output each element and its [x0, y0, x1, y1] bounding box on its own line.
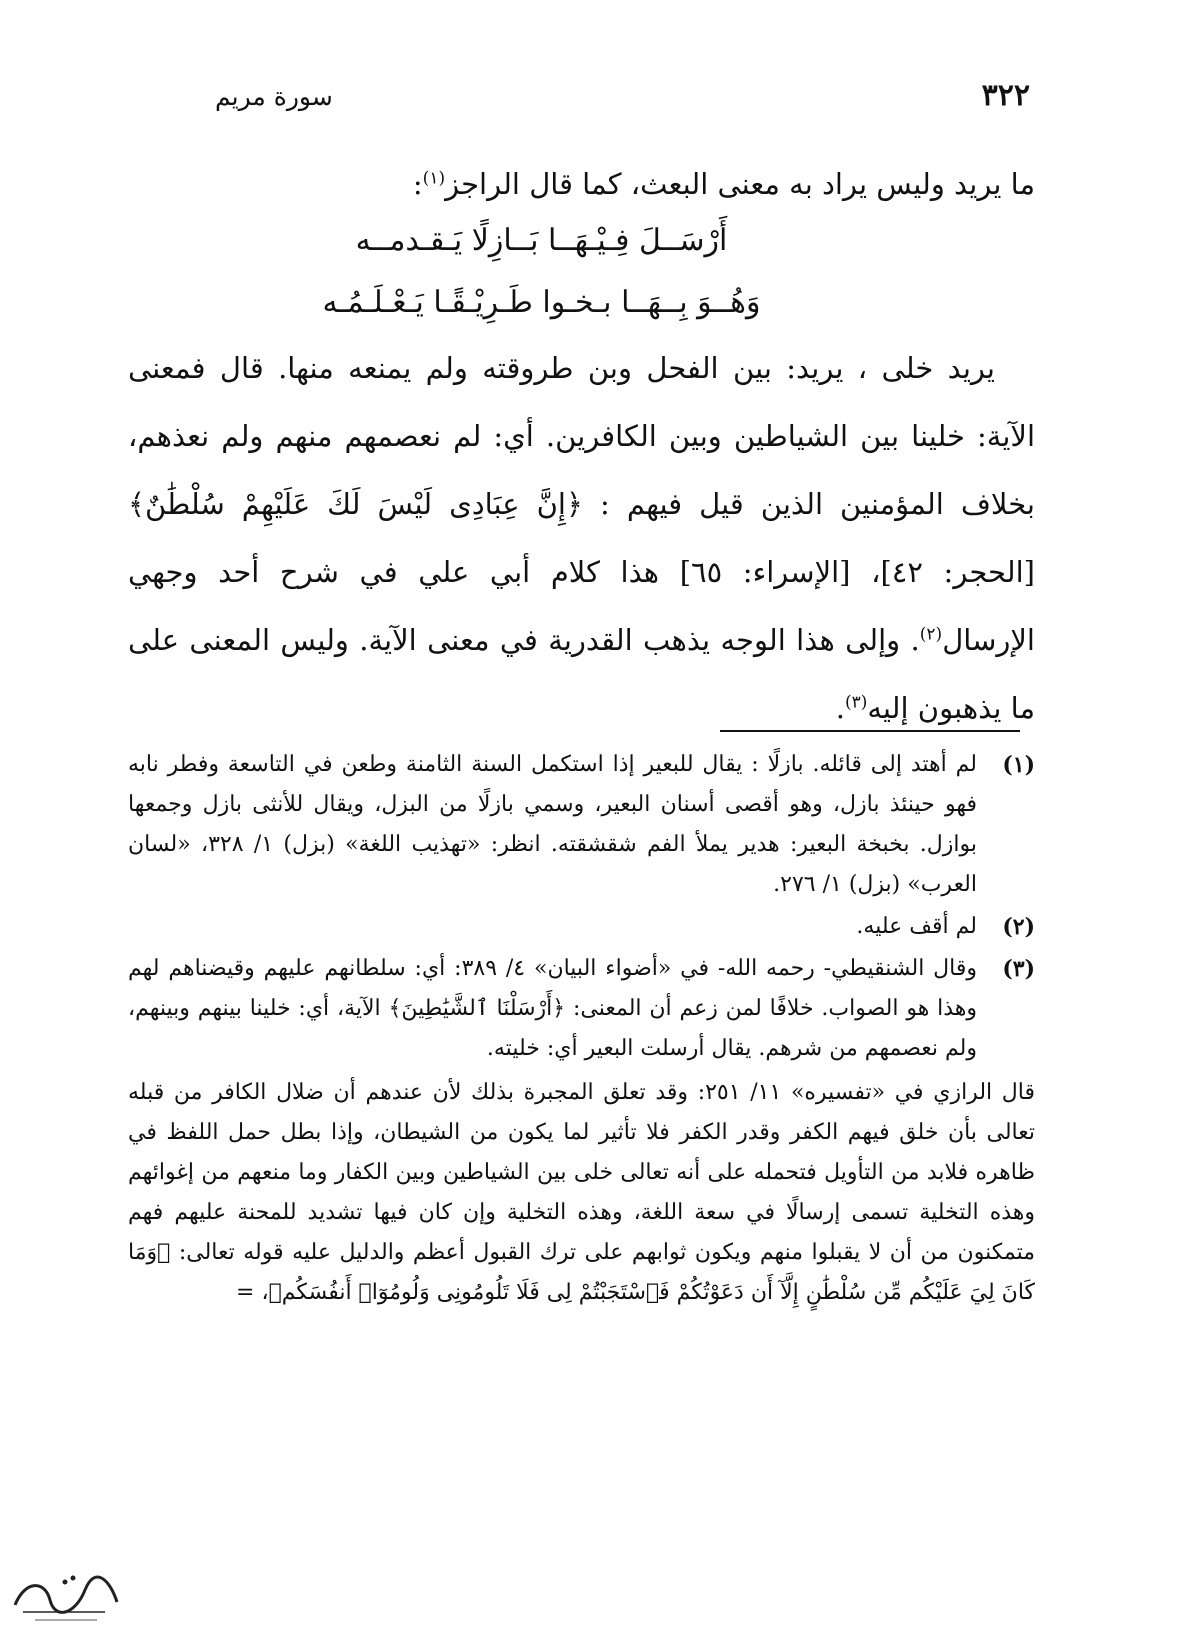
footnote-separator	[720, 730, 1020, 732]
footnote-number: (٢)	[1002, 914, 1035, 940]
quran-quote: ﴿إِنَّ عِبَادِى لَيْسَ لَكَ عَلَيْهِمْ سُلْطَٰنٌ﴾	[128, 487, 583, 521]
paragraph-text-b: [الحجر: ٤٢]، [الإسراء: ٦٥] هذا كلام أبي علي في شرح أحد وجهي الإرسال	[128, 555, 1035, 657]
continuation-text-b: ، =	[236, 1280, 269, 1305]
footnote-1	[128, 745, 1035, 905]
footnote-text	[128, 949, 977, 1069]
quran-quote: ﴿أَرْسَلْنَا ٱلشَّيَٰطِينَ﴾	[388, 996, 566, 1021]
running-title: سورة مريم	[215, 82, 333, 111]
paragraph-text-a: يريد خلى ، يريد: بين الفحل وبن طروقته ولم يمنعه منها. قال فمعنى الآية: خلينا بين الشياطين وبين الكافرين. أي: لم نعصمهم منهم ولم نعذهم، بخلاف المؤمنين الذين قيل فيهم :	[128, 351, 1036, 521]
page-number: ٣٢٢	[981, 78, 1030, 113]
paragraph-text-d: .	[835, 691, 845, 725]
footnote-ref-1: (١)	[422, 168, 446, 189]
footnote-text: لم أقف عليه.	[856, 914, 977, 939]
footnote-text: لم أهتد إلى قائله. بازلًا : يقال للبعير إذا استكمل السنة الثامنة وطعن في التاسعة وفطر نابه فهو حينئذ بازل، وهو أقصى أسنان البعير، وسمي بازلًا من البزل، ويقال للأنثى بازل وجمعها بوازل. بخبخة البعير: هدير يملأ الفم شقشقته. انظر: «تهذيب اللغة» (بزل) ١/ ٣٢٨، «لسان العرب» (بزل) ١/ ٢٧٦.	[128, 752, 978, 897]
footnote-number: (١)	[1002, 752, 1035, 778]
page-header	[215, 78, 1030, 128]
intro-colon: :	[412, 167, 423, 201]
footnote-text-a: وقال الشنقيطي- رحمه الله- في «أضواء البيان» ٤/ ٣٨٩: أي: سلطانهم عليهم وقيضناهم لهم وهذا هو الصواب. خلافًا لمن زعم أن المعنى:	[128, 956, 977, 1021]
footnote-text-b: الآية، أي: خلينا بينهم وبينهم، ولم نعصمهم من شرهم. يقال أرسلت البعير أي: خليته.	[128, 996, 977, 1061]
quran-quote: ﴿وَمَا كَانَ لِيَ عَلَيْكُم مِّن سُلْطَٰنٍ إِلَّآ أَن دَعَوْتُكُمْ فَٱسْتَجَبْتُمْ لِى فَلَا تَلُومُونِى وَلُومُوٓا۟ أَنفُسَكُم﴾	[128, 1240, 1035, 1305]
library-stamp-logo	[5, 1560, 125, 1630]
footnote-ref-3: (٣)	[844, 692, 868, 713]
poem-verse-2: وَهُــوَ بِــهَــا بـخـوا طَـرِيْـقًـا يَـعْـلَـمُـه	[322, 285, 761, 320]
footnote-continuation	[128, 1073, 1035, 1313]
continuation-text-a: قال الرازي في «تفسيره» ١١/ ٢٥١: وقد تعلق المجبرة بذلك لأن عندهم أن ضلال الكافر من قبله تعالى بأن خلق فيهم الكفر وقدر الكفر فلا تأثير لما يكون من الشيطان، وإذا بطل حمل اللفظ في ظاهره فلابد من التأويل فتحمله على أنه تعالى خلى بين الشياطين وبين الكفار وما منعهم من إغوائهم وهذه التخلية تسمى إرسالًا في سعة اللغة، وهذه التخلية وإن كان فيها تشديد للمحنة عليهم فهم متمكنون من أن لا يقبلوا منهم ويكون ثوابهم على ترك القبول أعظم والدليل عليه قوله تعالى:	[128, 1080, 1035, 1265]
paragraph-text-c: . وإلى هذا الوجه يذهب القدرية في معنى الآية. وليس المعنى على ما يذهبون إليه	[128, 623, 1035, 725]
main-paragraph	[128, 334, 1035, 742]
footnote-2	[128, 907, 1035, 947]
footnote-ref-2: (٢)	[919, 624, 943, 645]
footnote-number: (٣)	[1002, 956, 1035, 982]
main-text	[128, 150, 1035, 742]
intro-line	[128, 150, 1035, 210]
intro-text: ما يريد وليس يراد به معنى البعث، كما قال الراجز	[445, 167, 1035, 201]
footnotes	[128, 745, 1035, 1313]
footnote-3	[128, 949, 1035, 1069]
poem-verse-1: أَرْسَــلَ فِـيْـهَــا بَــازِلًا يَـقـدمــه	[355, 223, 728, 258]
